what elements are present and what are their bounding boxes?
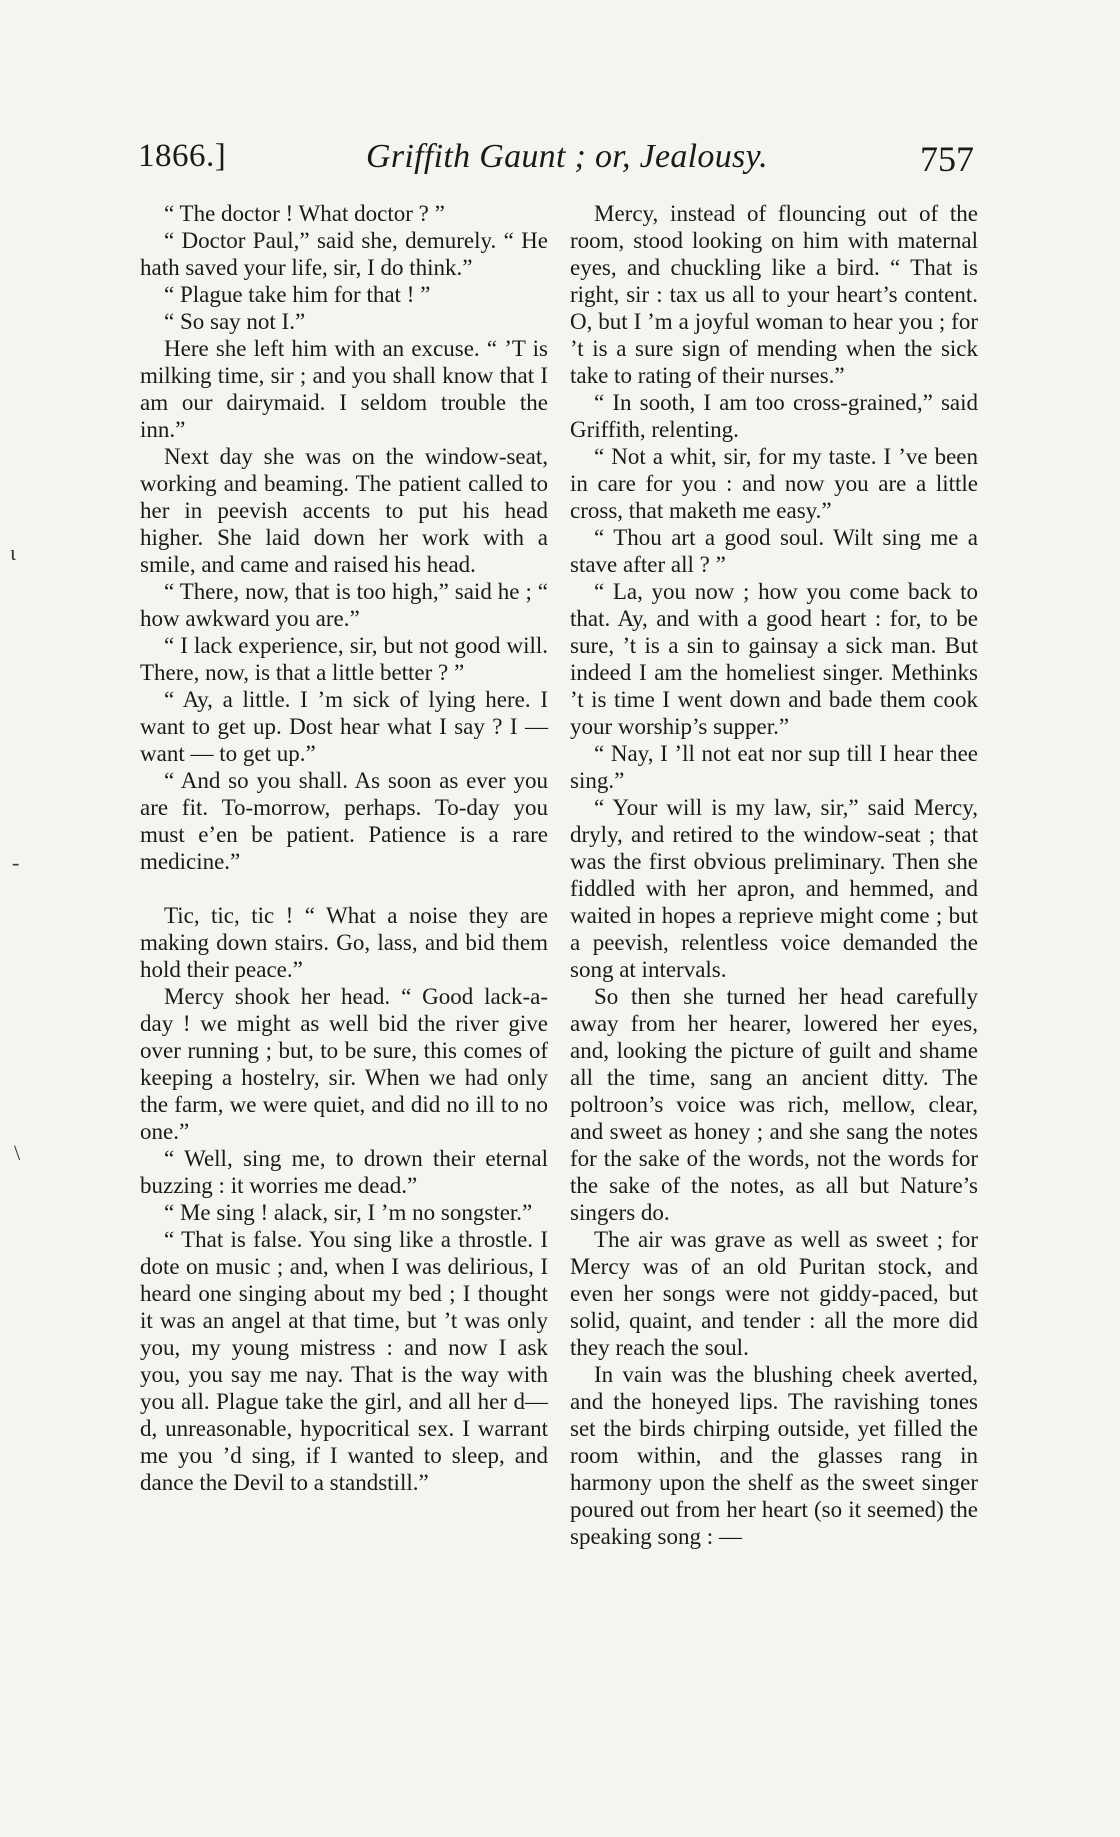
paragraph: “ Nay, I ’ll not eat nor sup till I hear thee sing.” bbox=[570, 741, 978, 793]
paragraph: In vain was the blushing cheek averted, and the honeyed lips. The ravishing tones set the birds chirping outside, yet filled the room within, and the glasses rang in harmony upon the shelf as the sweet singer poured out from her heart (so it seemed) the speaking song : — bbox=[570, 1362, 978, 1549]
paragraph: “ Plague take him for that ! ” bbox=[164, 282, 431, 307]
margin-mark: ɩ bbox=[10, 540, 16, 565]
paragraph: So then she turned her head carefully away from her hearer, lowered her eyes, and, looking the picture of guilt and shame all the time, sang an ancient ditty. The poltroon’s voice was rich, mellow, clear, and sweet as honey ; and she sang the notes for the sake of the words, not the words for the sake of the notes, as all but Nature’s singers do. bbox=[570, 984, 978, 1225]
paragraph: The air was grave as well as sweet ; for Mercy was of an old Puritan stock, and even her songs were not giddy-paced, but solid, quaint, and tender : all the more did they reach the soul. bbox=[570, 1227, 978, 1360]
paragraph: “ Doctor Paul,” said she, demurely. “ He hath saved your life, sir, I do think.” bbox=[140, 228, 548, 280]
paragraph: “ And so you shall. As soon as ever you are fit. To-morrow, perhaps. To-day you must e’en be patient. Patience is a rare medicine.” bbox=[140, 768, 548, 874]
margin-mark: - bbox=[12, 850, 20, 875]
paragraph: “ Me sing ! alack, sir, I ’m no songster.” bbox=[164, 1200, 533, 1225]
paragraph: “ Not a whit, sir, for my taste. I ’ve been in care for you : and now you are a little cross, that maketh me easy.” bbox=[570, 444, 978, 523]
paragraph: “ There, now, that is too high,” said he ; “ how awkward you are.” bbox=[140, 579, 548, 631]
paragraph: Mercy, instead of flouncing out of the room, stood looking on him with maternal eyes, and chuckling like a bird. “ That is right, sir : tax us all to your heart’s content. O, but I ’m a joyful woman to hear you ; for ’t is a sure sign of mending when the sick take to rating of their nurses.” bbox=[570, 201, 978, 388]
header-title: Griffith Gaunt ; or, Jealousy. bbox=[366, 138, 768, 175]
page-number: 757 bbox=[920, 139, 974, 179]
margin-mark: \ bbox=[14, 1140, 21, 1165]
paragraph: “ Thou art a good soul. Wilt sing me a stave after all ? ” bbox=[570, 525, 978, 577]
left-column bbox=[140, 200, 548, 1496]
paragraph: “ That is false. You sing like a throstle. I dote on music ; and, when I was delirious, I heard one singing about my bed ; I thought it was an angel at that time, but ’t was only you, my young mistress : and now I ask you, you say me nay. That is the way with you all. Plague take the girl, and all her d—d, unreasonable, hypocritical sex. I warrant me you ’d sing, if I wanted to sleep, and dance the Devil to a standstill.” bbox=[140, 1227, 548, 1495]
running-header bbox=[138, 138, 974, 186]
paragraph: “ La, you now ; how you come back to that. Ay, and with a good heart : for, to be sure, ’t is a sin to gainsay a sick man. But indeed I am the homeliest singer. Methinks ’t is time I went down and bade them cook your worship’s supper.” bbox=[570, 579, 978, 739]
paragraph: “ Your will is my law, sir,” said Mercy, dryly, and retired to the window-seat ; that was the first obvious preliminary. Then she fiddled with her apron, and hemmed, and waited in hopes a reprieve might come ; but a peevish, relentless voice demanded the song at intervals. bbox=[570, 795, 978, 982]
paragraph: “ So say not I.” bbox=[164, 309, 306, 334]
paragraph: Tic, tic, tic ! “ What a noise they are making down stairs. Go, lass, and bid them hold their peace.” bbox=[140, 903, 548, 982]
paragraph: Here she left him with an excuse. “ ’T is milking time, sir ; and you shall know that I am our dairymaid. I seldom trouble the inn.” bbox=[140, 336, 548, 442]
paragraph: Next day she was on the window-seat, working and beaming. The patient called to her in peevish accents to put his head higher. She laid down her work with a smile, and came and raised his head. bbox=[140, 444, 548, 577]
paragraph: “ In sooth, I am too cross-grained,” said Griffith, relenting. bbox=[570, 390, 978, 442]
right-column bbox=[570, 200, 978, 1550]
paragraph: “ Ay, a little. I ’m sick of lying here. I want to get up. Dost hear what I say ? I — want — to get up.” bbox=[140, 687, 548, 766]
paragraph: Mercy shook her head. “ Good lack-a-day ! we might as well bid the river give over running ; but, to be sure, this comes of keeping a hostelry, sir. When we had only the farm, we were quiet, and did no ill to no one.” bbox=[140, 984, 548, 1144]
paragraph: “ I lack experience, sir, but not good will. There, now, is that a little better ? ” bbox=[140, 633, 548, 685]
header-year: 1866.] bbox=[138, 138, 227, 174]
paragraph: “ Well, sing me, to drown their eternal buzzing : it worries me dead.” bbox=[140, 1146, 548, 1198]
paragraph: “ The doctor ! What doctor ? ” bbox=[164, 201, 445, 226]
